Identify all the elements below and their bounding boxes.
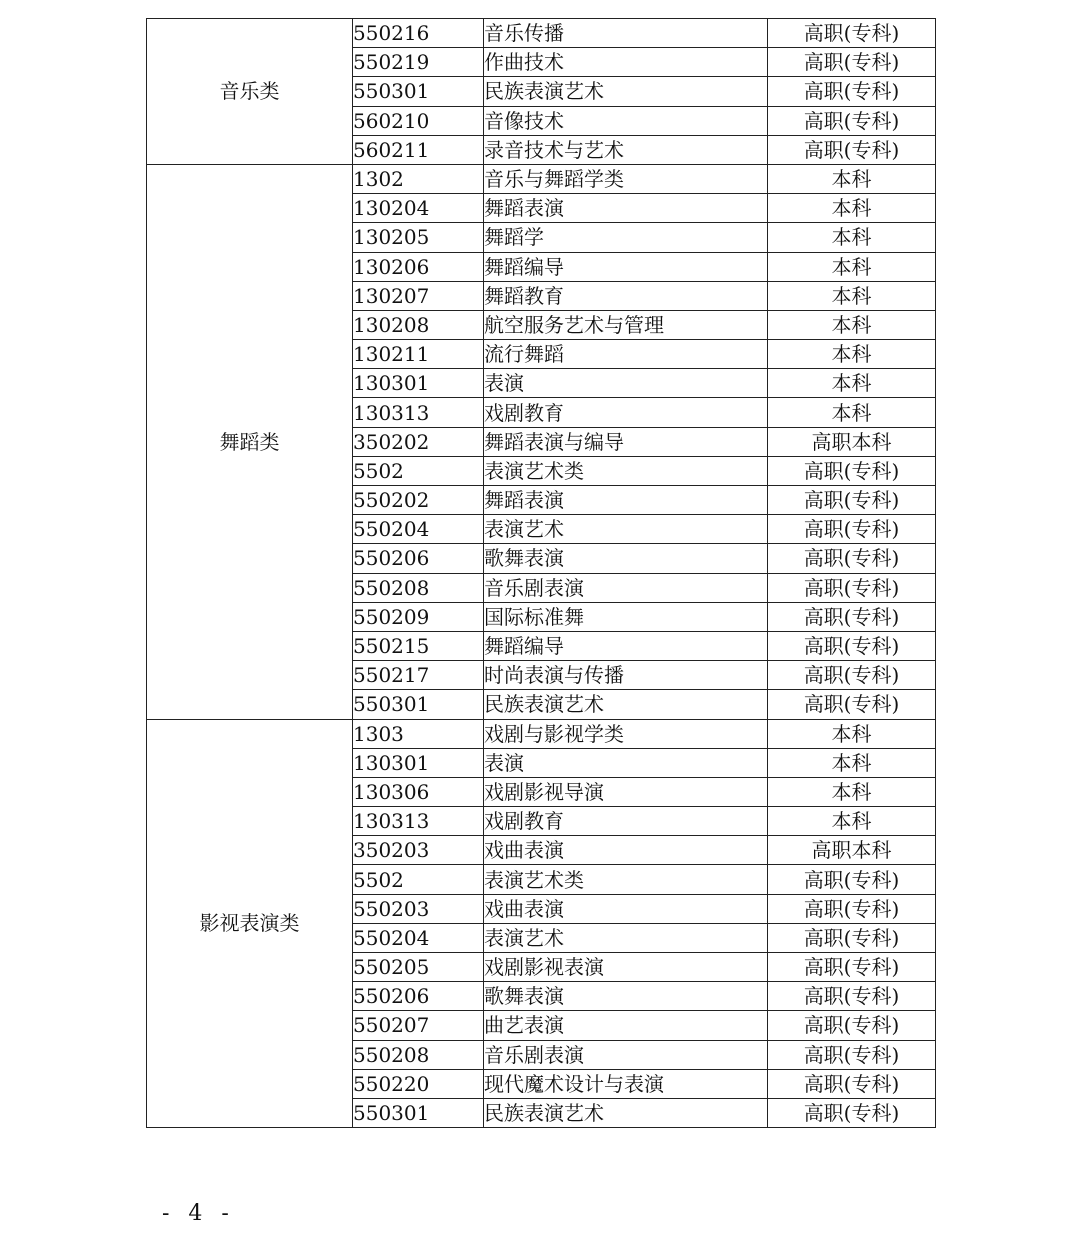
level-cell: 高职(专科) <box>768 48 936 77</box>
level-cell: 本科 <box>768 807 936 836</box>
code-cell: 550206 <box>353 544 484 573</box>
level-cell: 高职(专科) <box>768 456 936 485</box>
code-cell: 130204 <box>353 194 484 223</box>
major-name-cell: 表演艺术 <box>484 923 768 952</box>
level-cell: 高职(专科) <box>768 661 936 690</box>
major-name-cell: 舞蹈编导 <box>484 252 768 281</box>
code-cell: 550209 <box>353 602 484 631</box>
category-cell: 舞蹈类 <box>147 164 353 719</box>
level-cell: 本科 <box>768 398 936 427</box>
major-name-cell: 音乐与舞蹈学类 <box>484 164 768 193</box>
level-cell: 高职(专科) <box>768 573 936 602</box>
level-cell: 高职本科 <box>768 836 936 865</box>
level-cell: 高职(专科) <box>768 982 936 1011</box>
major-name-cell: 歌舞表演 <box>484 982 768 1011</box>
table-row <box>147 719 936 748</box>
level-cell: 本科 <box>768 369 936 398</box>
code-cell: 130206 <box>353 252 484 281</box>
major-name-cell: 戏剧教育 <box>484 398 768 427</box>
code-cell: 1302 <box>353 164 484 193</box>
level-cell: 本科 <box>768 252 936 281</box>
level-cell: 高职(专科) <box>768 515 936 544</box>
code-cell: 560210 <box>353 106 484 135</box>
major-name-cell: 戏剧教育 <box>484 807 768 836</box>
major-name-cell: 作曲技术 <box>484 48 768 77</box>
level-cell: 高职(专科) <box>768 1011 936 1040</box>
code-cell: 130306 <box>353 777 484 806</box>
code-cell: 550208 <box>353 573 484 602</box>
code-cell: 550220 <box>353 1069 484 1098</box>
major-name-cell: 录音技术与艺术 <box>484 135 768 164</box>
code-cell: 550202 <box>353 486 484 515</box>
code-cell: 130205 <box>353 223 484 252</box>
major-name-cell: 戏剧影视导演 <box>484 777 768 806</box>
major-name-cell: 戏曲表演 <box>484 836 768 865</box>
code-cell: 550301 <box>353 77 484 106</box>
major-name-cell: 舞蹈表演 <box>484 194 768 223</box>
major-name-cell: 国际标准舞 <box>484 602 768 631</box>
level-cell: 高职(专科) <box>768 19 936 48</box>
code-cell: 130313 <box>353 398 484 427</box>
code-cell: 130207 <box>353 281 484 310</box>
level-cell: 高职(专科) <box>768 1098 936 1127</box>
code-cell: 550301 <box>353 690 484 719</box>
code-cell: 550215 <box>353 631 484 660</box>
level-cell: 高职(专科) <box>768 865 936 894</box>
code-cell: 350202 <box>353 427 484 456</box>
major-name-cell: 音像技术 <box>484 106 768 135</box>
major-name-cell: 民族表演艺术 <box>484 690 768 719</box>
code-cell: 130211 <box>353 340 484 369</box>
major-name-cell: 舞蹈学 <box>484 223 768 252</box>
level-cell: 本科 <box>768 194 936 223</box>
code-cell: 550204 <box>353 515 484 544</box>
code-cell: 550205 <box>353 953 484 982</box>
code-cell: 550204 <box>353 923 484 952</box>
level-cell: 本科 <box>768 164 936 193</box>
code-cell: 350203 <box>353 836 484 865</box>
major-name-cell: 舞蹈编导 <box>484 631 768 660</box>
code-cell: 130313 <box>353 807 484 836</box>
major-table <box>146 18 936 1128</box>
code-cell: 5502 <box>353 456 484 485</box>
category-cell: 影视表演类 <box>147 719 353 1128</box>
major-name-cell: 歌舞表演 <box>484 544 768 573</box>
code-cell: 550203 <box>353 894 484 923</box>
page-number: - 4 - <box>162 1201 235 1226</box>
level-cell: 高职(专科) <box>768 953 936 982</box>
code-cell: 130208 <box>353 310 484 339</box>
level-cell: 高职本科 <box>768 427 936 456</box>
code-cell: 550217 <box>353 661 484 690</box>
level-cell: 高职(专科) <box>768 690 936 719</box>
level-cell: 本科 <box>768 223 936 252</box>
major-name-cell: 表演 <box>484 369 768 398</box>
major-name-cell: 音乐剧表演 <box>484 573 768 602</box>
major-name-cell: 戏剧与影视学类 <box>484 719 768 748</box>
level-cell: 高职(专科) <box>768 544 936 573</box>
level-cell: 高职(专科) <box>768 923 936 952</box>
code-cell: 5502 <box>353 865 484 894</box>
major-name-cell: 民族表演艺术 <box>484 1098 768 1127</box>
level-cell: 本科 <box>768 340 936 369</box>
level-cell: 高职(专科) <box>768 1069 936 1098</box>
level-cell: 高职(专科) <box>768 77 936 106</box>
level-cell: 高职(专科) <box>768 1040 936 1069</box>
major-name-cell: 舞蹈教育 <box>484 281 768 310</box>
level-cell: 本科 <box>768 281 936 310</box>
major-name-cell: 舞蹈表演与编导 <box>484 427 768 456</box>
major-name-cell: 戏曲表演 <box>484 894 768 923</box>
level-cell: 高职(专科) <box>768 602 936 631</box>
major-name-cell: 曲艺表演 <box>484 1011 768 1040</box>
major-name-cell: 音乐传播 <box>484 19 768 48</box>
level-cell: 本科 <box>768 719 936 748</box>
code-cell: 550219 <box>353 48 484 77</box>
major-name-cell: 航空服务艺术与管理 <box>484 310 768 339</box>
code-cell: 130301 <box>353 748 484 777</box>
code-cell: 550208 <box>353 1040 484 1069</box>
major-name-cell: 流行舞蹈 <box>484 340 768 369</box>
major-name-cell: 表演艺术 <box>484 515 768 544</box>
major-name-cell: 民族表演艺术 <box>484 77 768 106</box>
code-cell: 130301 <box>353 369 484 398</box>
level-cell: 高职(专科) <box>768 894 936 923</box>
level-cell: 高职(专科) <box>768 135 936 164</box>
level-cell: 高职(专科) <box>768 106 936 135</box>
code-cell: 550206 <box>353 982 484 1011</box>
code-cell: 550216 <box>353 19 484 48</box>
table-row <box>147 19 936 48</box>
major-table-body <box>147 19 936 1128</box>
major-name-cell: 表演 <box>484 748 768 777</box>
code-cell: 560211 <box>353 135 484 164</box>
code-cell: 1303 <box>353 719 484 748</box>
major-name-cell: 舞蹈表演 <box>484 486 768 515</box>
level-cell: 本科 <box>768 777 936 806</box>
table-row <box>147 164 936 193</box>
major-name-cell: 戏剧影视表演 <box>484 953 768 982</box>
code-cell: 550207 <box>353 1011 484 1040</box>
level-cell: 本科 <box>768 310 936 339</box>
code-cell: 550301 <box>353 1098 484 1127</box>
major-name-cell: 表演艺术类 <box>484 865 768 894</box>
category-cell: 音乐类 <box>147 19 353 165</box>
level-cell: 本科 <box>768 748 936 777</box>
major-name-cell: 表演艺术类 <box>484 456 768 485</box>
major-name-cell: 时尚表演与传播 <box>484 661 768 690</box>
major-name-cell: 音乐剧表演 <box>484 1040 768 1069</box>
level-cell: 高职(专科) <box>768 486 936 515</box>
level-cell: 高职(专科) <box>768 631 936 660</box>
major-name-cell: 现代魔术设计与表演 <box>484 1069 768 1098</box>
